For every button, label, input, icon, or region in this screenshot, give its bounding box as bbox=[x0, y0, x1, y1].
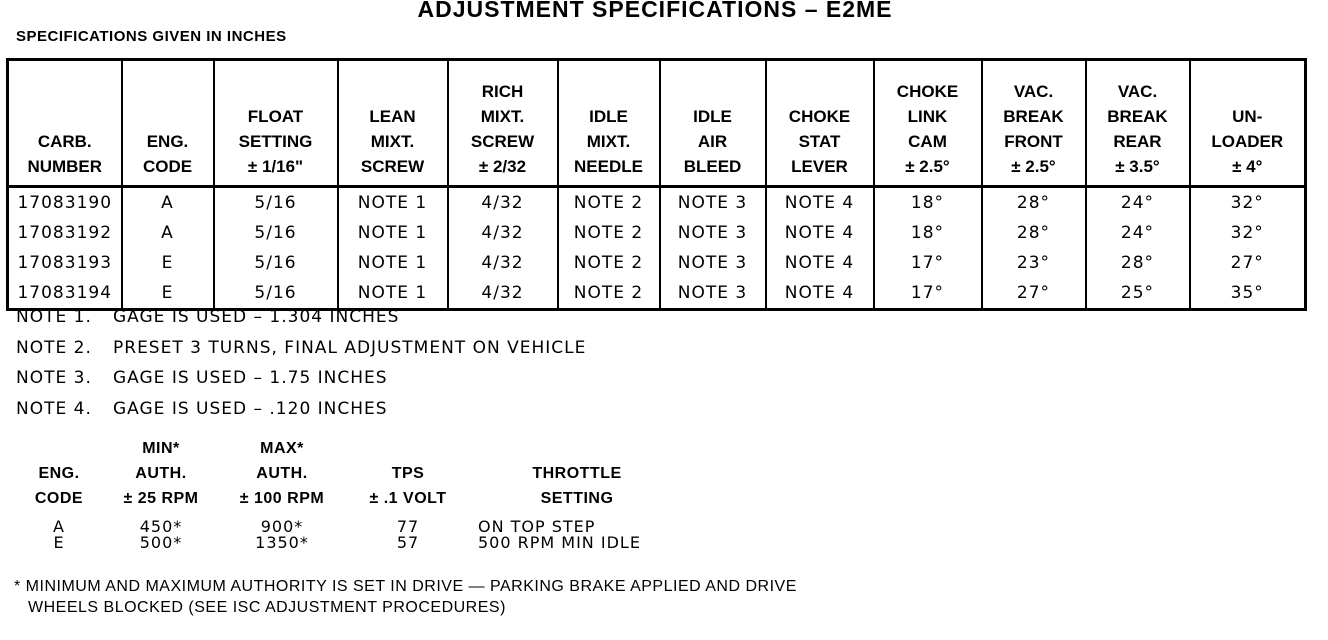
header-idle-air-bleed: IDLE AIR BLEED bbox=[660, 60, 766, 187]
note-2 bbox=[16, 337, 586, 368]
note-text: GAGE IS USED – 1.304 INCHES bbox=[113, 307, 400, 327]
footnote-line-2: WHEELS BLOCKED (SEE ISC ADJUSTMENT PROCEDURES) bbox=[28, 599, 506, 616]
cell: NOTE 1 bbox=[338, 187, 448, 219]
cell: NOTE 3 bbox=[660, 218, 766, 248]
cell: 18° bbox=[874, 218, 982, 248]
header-eng-code: ENG. CODE bbox=[122, 60, 214, 187]
isc-header-eng-code: ENG. CODE bbox=[34, 465, 84, 507]
cell: NOTE 1 bbox=[338, 218, 448, 248]
cell: 57 bbox=[396, 533, 420, 552]
note-label: NOTE 1. bbox=[16, 307, 92, 327]
cell: 28° bbox=[1086, 248, 1190, 278]
cell: E bbox=[122, 278, 214, 310]
cell: NOTE 1 bbox=[338, 248, 448, 278]
cell: 500* bbox=[139, 533, 183, 552]
isc-header-tps: TPS ± .1 VOLT bbox=[369, 465, 447, 507]
cell: 17083194 bbox=[8, 278, 122, 310]
header-choke-stat-lever: CHOKE STAT LEVER bbox=[766, 60, 874, 187]
cell: 24° bbox=[1086, 187, 1190, 219]
cell: 1350* bbox=[255, 533, 309, 552]
cell: 500 RPM MIN IDLE bbox=[478, 533, 641, 552]
spec-header-row bbox=[8, 60, 1306, 187]
cell: NOTE 4 bbox=[766, 278, 874, 310]
table-row bbox=[16, 535, 682, 551]
note-3 bbox=[16, 367, 586, 398]
cell: NOTE 4 bbox=[766, 218, 874, 248]
note-4 bbox=[16, 398, 586, 429]
cell: NOTE 2 bbox=[558, 218, 660, 248]
cell: 17° bbox=[874, 278, 982, 310]
note-label: NOTE 3. bbox=[16, 368, 92, 388]
cell: 5/16 bbox=[214, 278, 338, 310]
cell: 27° bbox=[982, 278, 1086, 310]
cell: NOTE 4 bbox=[766, 187, 874, 219]
cell: 4/32 bbox=[448, 187, 558, 219]
cell: 4/32 bbox=[448, 218, 558, 248]
header-float-setting: FLOAT SETTING ± 1/16" bbox=[214, 60, 338, 187]
isc-header-row bbox=[16, 436, 682, 519]
cell: 24° bbox=[1086, 218, 1190, 248]
table-row bbox=[8, 187, 1306, 219]
cell: E bbox=[122, 248, 214, 278]
cell: NOTE 2 bbox=[558, 278, 660, 310]
note-1 bbox=[16, 306, 586, 337]
cell: 35° bbox=[1190, 278, 1306, 310]
cell: E bbox=[53, 533, 65, 552]
cell: 450* bbox=[139, 517, 183, 536]
adjustment-spec-table bbox=[6, 58, 1307, 311]
cell: 4/32 bbox=[448, 278, 558, 310]
cell: NOTE 3 bbox=[660, 278, 766, 310]
header-vac-break-front: VAC. BREAK FRONT ± 2.5° bbox=[982, 60, 1086, 187]
cell: NOTE 1 bbox=[338, 278, 448, 310]
cell: 18° bbox=[874, 187, 982, 219]
note-text: GAGE IS USED – 1.75 INCHES bbox=[113, 368, 388, 388]
isc-header-max-auth: MAX* AUTH. ± 100 RPM bbox=[239, 440, 325, 507]
cell: NOTE 3 bbox=[660, 187, 766, 219]
cell: 4/32 bbox=[448, 248, 558, 278]
header-vac-break-rear: VAC. BREAK REAR ± 3.5° bbox=[1086, 60, 1190, 187]
cell: 32° bbox=[1190, 187, 1306, 219]
page-title: ADJUSTMENT SPECIFICATIONS – E2ME bbox=[417, 0, 893, 22]
cell: 25° bbox=[1086, 278, 1190, 310]
cell: 23° bbox=[982, 248, 1086, 278]
cell: 32° bbox=[1190, 218, 1306, 248]
footnote bbox=[14, 576, 797, 618]
header-choke-link-cam: CHOKE LINK CAM ± 2.5° bbox=[874, 60, 982, 187]
isc-header-throttle-setting: THROTTLE SETTING bbox=[532, 465, 622, 507]
cell: NOTE 4 bbox=[766, 248, 874, 278]
cell: A bbox=[122, 187, 214, 219]
header-unloader: UN- LOADER ± 4° bbox=[1190, 60, 1306, 187]
cell: 28° bbox=[982, 218, 1086, 248]
cell: 5/16 bbox=[214, 248, 338, 278]
cell: 28° bbox=[982, 187, 1086, 219]
note-text: PRESET 3 TURNS, FINAL ADJUSTMENT ON VEHICLE bbox=[113, 337, 587, 358]
cell: 5/16 bbox=[214, 218, 338, 248]
cell: A bbox=[122, 218, 214, 248]
note-text: GAGE IS USED – .120 INCHES bbox=[113, 398, 388, 419]
cell: NOTE 2 bbox=[558, 187, 660, 219]
notes-list bbox=[16, 306, 586, 428]
cell: 17° bbox=[874, 248, 982, 278]
table-row bbox=[8, 248, 1306, 278]
isc-authority-table bbox=[16, 436, 682, 551]
table-row bbox=[8, 278, 1306, 310]
cell: A bbox=[53, 517, 65, 536]
note-label: NOTE 2. bbox=[16, 337, 92, 358]
footnote-line-1: * MINIMUM AND MAXIMUM AUTHORITY IS SET IN DRIVE — PARKING BRAKE APPLIED AND DRIVE bbox=[14, 578, 797, 595]
cell: NOTE 2 bbox=[558, 248, 660, 278]
cell: 5/16 bbox=[214, 187, 338, 219]
cell: 17083193 bbox=[8, 248, 122, 278]
isc-header-min-auth: MIN* AUTH. ± 25 RPM bbox=[123, 440, 199, 507]
cell: 77 bbox=[396, 517, 420, 536]
cell: ON TOP STEP bbox=[478, 517, 596, 536]
cell: 17083190 bbox=[8, 187, 122, 219]
note-label: NOTE 4. bbox=[16, 398, 92, 419]
cell: 17083192 bbox=[8, 218, 122, 248]
cell: 27° bbox=[1190, 248, 1306, 278]
page-subtitle: SPECIFICATIONS GIVEN IN INCHES bbox=[16, 28, 287, 45]
cell: 900* bbox=[260, 517, 304, 536]
header-lean-mixt-screw: LEAN MIXT. SCREW bbox=[338, 60, 448, 187]
table-row bbox=[8, 218, 1306, 248]
header-idle-mixt-needle: IDLE MIXT. NEEDLE bbox=[558, 60, 660, 187]
header-carb-number: CARB. NUMBER bbox=[8, 60, 122, 187]
cell: NOTE 3 bbox=[660, 248, 766, 278]
header-rich-mixt-screw: RICH MIXT. SCREW ± 2/32 bbox=[448, 60, 558, 187]
